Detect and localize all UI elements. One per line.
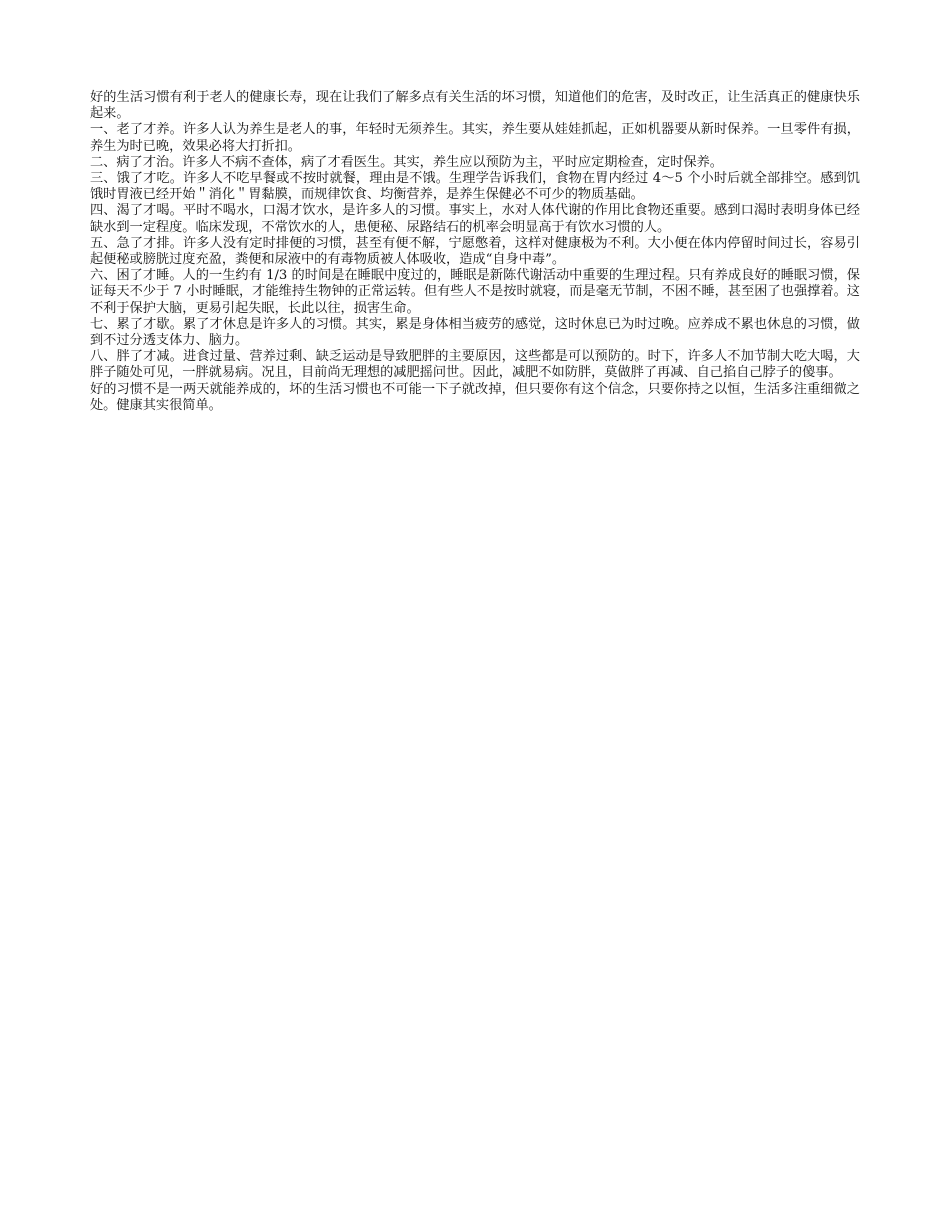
intro-paragraph: 好的生活习惯有利于老人的健康长寿，现在让我们了解多点有关生活的坏习惯，知道他们的危害，及时改正，让生活真正的健康快乐起来。 xyxy=(90,90,860,122)
habit-3-paragraph: 三、饿了才吃。许多人不吃早餐或不按时就餐，理由是不饿。生理学告诉我们，食物在胃内经过 4～5 个小时后就全部排空。感到饥饿时胃液已经开始＂消化＂胃黏膜，而规律饮食、均衡营养，是养生保健必不可少的物质基础。 xyxy=(90,171,860,203)
conclusion-paragraph: 好的习惯不是一两天就能养成的，坏的生活习惯也不可能一下子就改掉，但只要你有这个信念，只要你持之以恒，生活多注重细微之处。健康其实很简单。 xyxy=(90,381,860,413)
habit-5-paragraph: 五、急了才排。许多人没有定时排便的习惯，甚至有便不解，宁愿憋着，这样对健康极为不利。大小便在体内停留时间过长，容易引起便秘或膀胱过度充盈，粪便和尿液中的有毒物质被人体吸收，造成“自身中毒”。 xyxy=(90,235,860,268)
habit-2-paragraph: 二、病了才治。许多人不病不查体，病了才看医生。其实，养生应以预防为主，平时应定期检查，定时保养。 xyxy=(90,154,723,170)
habit-6-paragraph: 六、困了才睡。人的一生约有 1/3 的时间是在睡眠中度过的，睡眠是新陈代谢活动中重要的生理过程。只有养成良好的睡眠习惯，保证每天不少于 7 小时睡眠，才能维持生物钟的正常运转。但有些人不是按时就寝，而是毫无节制，不困不睡，甚至困了也强撑着。这不利于保护大脑，更易引起失眠，长此以往，损害生命。 xyxy=(90,268,860,316)
habit-1-paragraph: 一、老了才养。许多人认为养生是老人的事，年轻时无须养生。其实，养生要从娃娃抓起，正如机器要从新时保养。一旦零件有损，养生为时已晚，效果必将大打折扣。 xyxy=(90,122,860,154)
habit-4-paragraph: 四、渴了才喝。平时不喝水，口渴才饮水，是许多人的习惯。事实上，水对人体代谢的作用比食物还重要。感到口渴时表明身体已经缺水到一定程度。临床发现，不常饮水的人，患便秘、尿路结石的机率会明显高于有饮水习惯的人。 xyxy=(90,203,860,235)
habit-7-paragraph: 七、累了才歇。累了才休息是许多人的习惯。其实，累是身体相当疲劳的感觉，这时休息已为时过晚。应养成不累也休息的习惯，做到不过分透支体力、脑力。 xyxy=(90,316,860,349)
document-body xyxy=(90,90,860,414)
habit-8-paragraph: 八、胖了才减。进食过量、营养过剩、缺乏运动是导致肥胖的主要原因，这些都是可以预防的。时下，许多人不加节制大吃大喝，大胖子随处可见，一胖就易病。况且，目前尚无理想的减肥摇问世。因此，减肥不如防胖，莫做胖了再减、自己掐自己脖子的傻事。 xyxy=(90,349,860,381)
